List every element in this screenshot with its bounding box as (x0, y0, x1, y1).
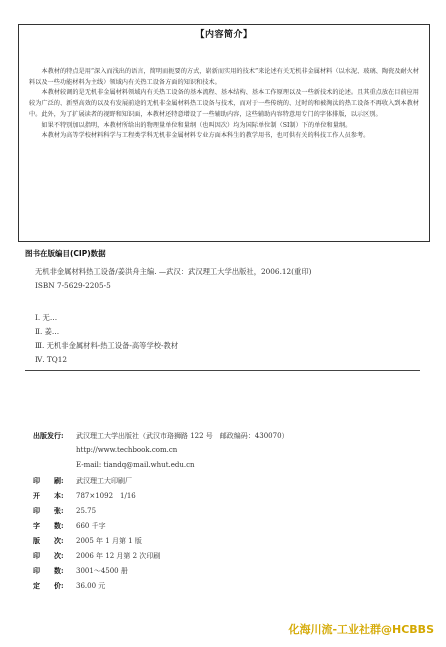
divider (25, 370, 420, 371)
printer-row (33, 476, 132, 486)
row-value: 25.75 (76, 507, 97, 515)
row-value: 武汉理工大印刷厂 (76, 477, 132, 485)
printing-row (33, 551, 160, 561)
summary-title: 【内容简介】 (195, 30, 253, 40)
row-value: 660 千字 (76, 522, 106, 530)
cip-title: 图书在版编目(CIP)数据 (25, 249, 106, 258)
summary-paragraph: 本教材为高等学校材料科学与工程类学科无机非金属材料专业方面本科生的教学用书，也可供有关的科技工作人员参考。 (41, 132, 370, 140)
row-value: 787×1092 1/16 (76, 492, 136, 500)
cip-isbn: ISBN 7-5629-2205-5 (35, 281, 111, 290)
publisher-email: E-mail: tiandq@mail.whut.edu.cn (76, 461, 195, 469)
cip-subject: Ⅲ. 无机非金属材料-热工设备-高等学校-教材 (35, 341, 179, 350)
row-label: 印 次: (33, 551, 64, 560)
row-value: 3001～4500 册 (76, 567, 128, 575)
edition-row (33, 536, 142, 546)
word-count-row (33, 521, 106, 531)
cip-subject: Ⅳ. TQ12 (35, 355, 68, 364)
content-summary-box (18, 24, 430, 242)
row-value: 36.00 元 (76, 582, 106, 590)
sheets-row (33, 506, 96, 516)
row-label: 印 刷: (33, 476, 64, 485)
publisher-label: 出版发行: (33, 431, 64, 440)
publisher-value: 武汉理工大学出版社（武汉市珞狮路 122 号 邮政编码：430070） (76, 432, 289, 440)
row-label: 定 价: (33, 581, 64, 590)
row-label: 版 次: (33, 536, 64, 545)
row-label: 字 数: (33, 521, 64, 530)
publisher-row (33, 431, 289, 441)
summary-body (29, 67, 419, 142)
row-value: 2005 年 1 月第 1 版 (76, 537, 142, 545)
row-label: 开 本: (33, 491, 64, 500)
cip-catalog-line: 无机非金属材料热工设备/姜洪舟主编. —武汉：武汉理工大学出版社，2006.12(重印) (35, 267, 312, 276)
price-row (33, 581, 105, 591)
publisher-website: http://www.techbook.com.cn (76, 446, 178, 454)
summary-paragraph: 如果不特别加以指明，本教材所给出的物理量单位和量纲（也叫因次）均为国际单位制（SI制）下的单位和量纲。 (41, 121, 352, 129)
cip-subject: Ⅱ. 姜… (35, 327, 60, 336)
row-label: 印 数: (33, 566, 64, 575)
print-run-row (33, 566, 128, 576)
format-row (33, 491, 136, 501)
summary-paragraph: 本教材的特点是用“深入而浅出的语言，简明而扼要的方式，崭新而实用的技术”来论述有关无机非金属材料（以水泥、玻璃、陶瓷及耐火材料以及一些功能材料为主线）领域内有关热工设备方面的知识和技术。 (29, 68, 419, 86)
summary-paragraph: 本教材较调的是无机非金属材料领域内有关热工设备的基本流程、基本结构、基本工作原理以及一些新技术的论述。且其重点放在目前应用较为广泛的、新型高效的以及有发展前途的无机非金属材料热工设备与技术，而对于一些传统的、过时的和被淘汰的热工设备不再收入到本教材中。此外，为了扩展读者的视野和知识面，本教材还特意增设了一些辅助内容，这些辅助内容特意用专门的字体排版，以示区别。 (29, 89, 419, 118)
row-value: 2006 年 12 月第 2 次印刷 (76, 552, 161, 560)
cip-subject: Ⅰ. 无… (35, 313, 58, 322)
watermark-text: 化海川流-工业社群@HCBBS (288, 623, 434, 636)
row-label: 印 张: (33, 506, 64, 515)
